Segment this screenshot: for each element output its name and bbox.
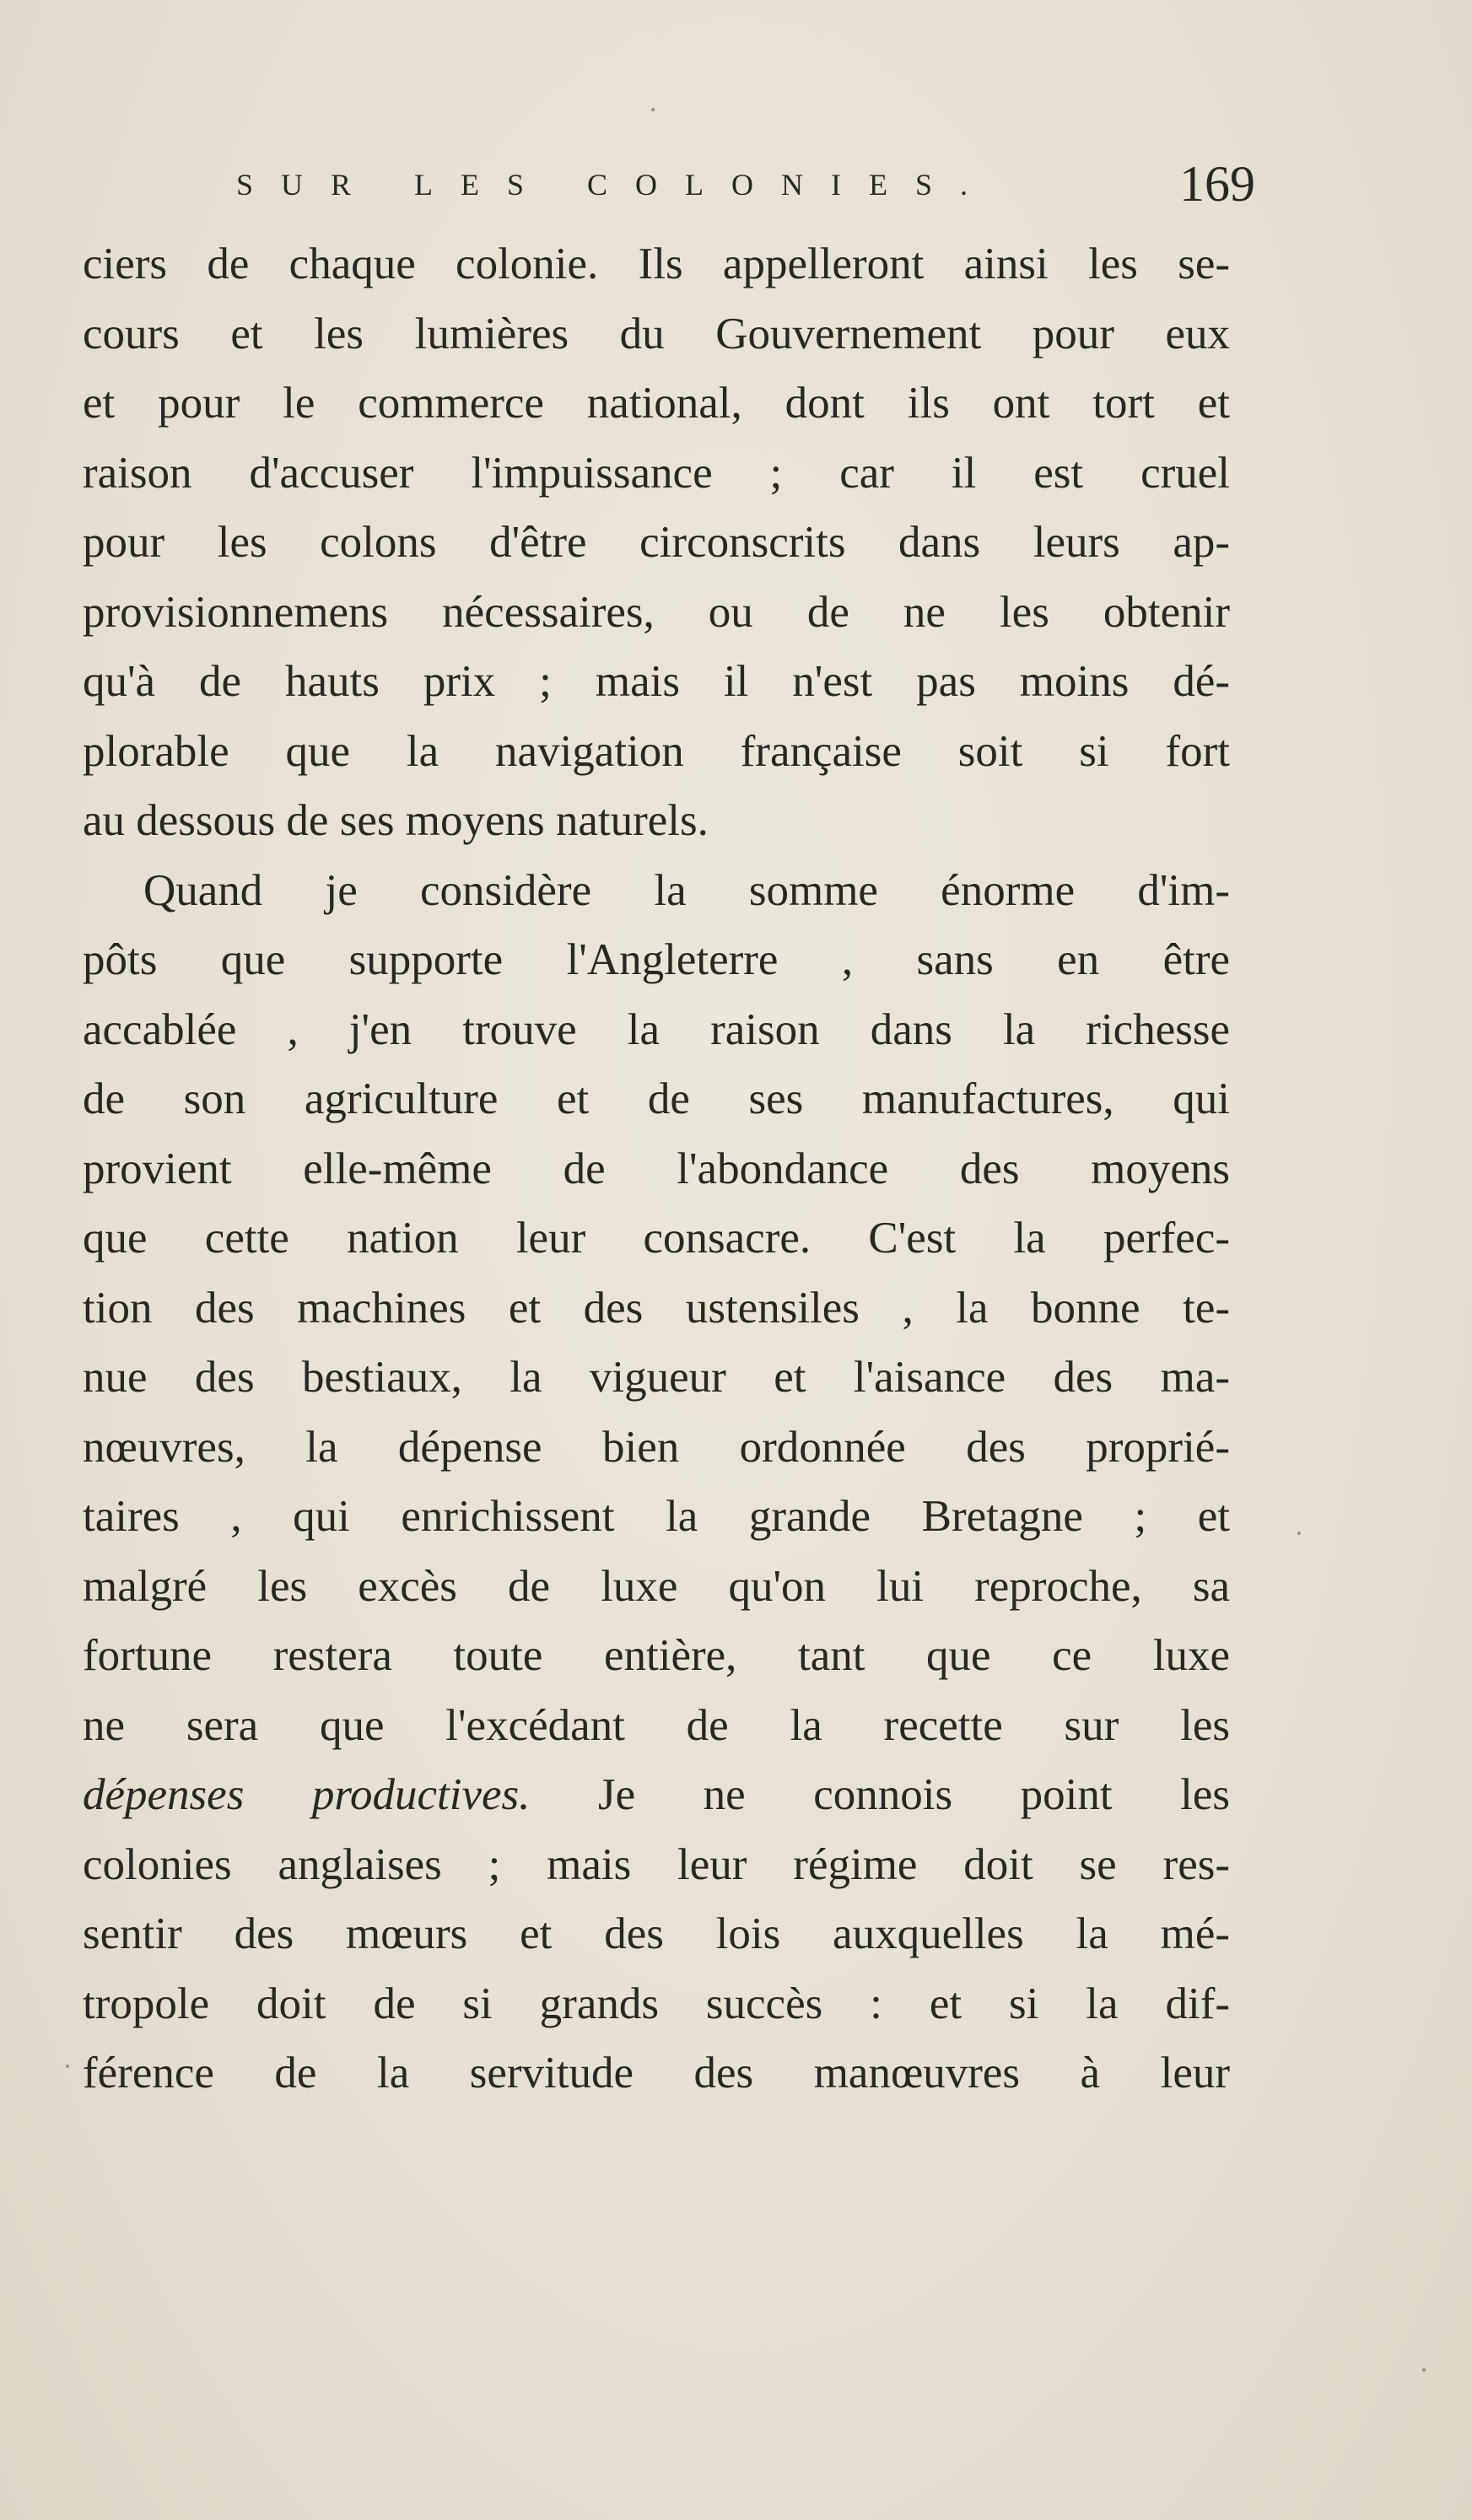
paper-speck xyxy=(651,108,655,111)
text-run: Je ne connois point les xyxy=(530,1770,1230,1819)
text-line: férence de la servitude des manœuvres à leur xyxy=(83,2049,1230,2097)
text-line: provient elle-même de l'abondance des moyens xyxy=(83,1144,1230,1193)
text-line: plorable que la navigation française soit si fort xyxy=(83,726,1230,776)
text-line: ne sera que l'excédant de la recette sur les xyxy=(83,1700,1230,1750)
text-line: accablée , j'en trouve la raison dans la richesse xyxy=(83,1004,1230,1054)
text-line: que cette nation leur consacre. C'est la perfec- xyxy=(83,1214,1230,1263)
text-line: malgré les excès de luxe qu'on lui reproche, sa xyxy=(83,1561,1230,1611)
text-line: taires , qui enrichissent la grande Bretagne ; et xyxy=(83,1492,1230,1541)
text-line: colonies anglaises ; mais leur régime doit se res- xyxy=(83,1839,1230,1889)
body-text xyxy=(83,229,1230,2108)
text-line: fortune restera toute entière, tant que ce luxe xyxy=(83,1631,1230,1680)
running-title: SUR LES COLONIES. xyxy=(236,168,996,202)
text-line: cours et les lumières du Gouvernement pour eux xyxy=(83,309,1230,358)
text-line: tropole doit de si grands succès : et si la dif- xyxy=(83,1979,1230,2028)
text-line: au dessous de ses moyens naturels. xyxy=(83,796,709,845)
text-line: de son agriculture et de ses manufactures, qui xyxy=(83,1074,1230,1123)
text-line: Quand je considère la somme énorme d'im- xyxy=(143,865,1230,915)
text-line: sentir des mœurs et des lois auxquelles la mé- xyxy=(83,1909,1230,1958)
paper-speck xyxy=(1297,1532,1301,1535)
page-number: 169 xyxy=(1179,156,1255,212)
paper-speck xyxy=(1422,2368,1426,2372)
text-line: pôts que supporte l'Angleterre , sans en être xyxy=(83,935,1230,984)
italic-phrase: dépenses productives. xyxy=(83,1770,531,1819)
text-line: ciers de chaque colonie. Ils appelleront ainsi les se- xyxy=(83,240,1230,288)
text-line: raison d'accuser l'impuissance ; car il est cruel xyxy=(83,448,1230,498)
text-line-mixed xyxy=(83,1760,1230,1830)
text-line: qu'à de hauts prix ; mais il n'est pas moins dé- xyxy=(83,657,1230,706)
text-line: provisionnemens nécessaires, ou de ne les obtenir xyxy=(83,587,1230,637)
text-line: nue des bestiaux, la vigueur et l'aisance des ma- xyxy=(83,1353,1230,1402)
text-line: nœuvres, la dépense bien ordonnée des proprié- xyxy=(83,1422,1230,1472)
running-head xyxy=(228,156,1255,219)
text-line: et pour le commerce national, dont ils ont tort et xyxy=(83,379,1230,428)
text-line: tion des machines et des ustensiles , la bonne te- xyxy=(83,1283,1230,1333)
text-line: pour les colons d'être circonscrits dans leurs ap- xyxy=(83,518,1230,567)
paper-speck xyxy=(66,2065,69,2068)
